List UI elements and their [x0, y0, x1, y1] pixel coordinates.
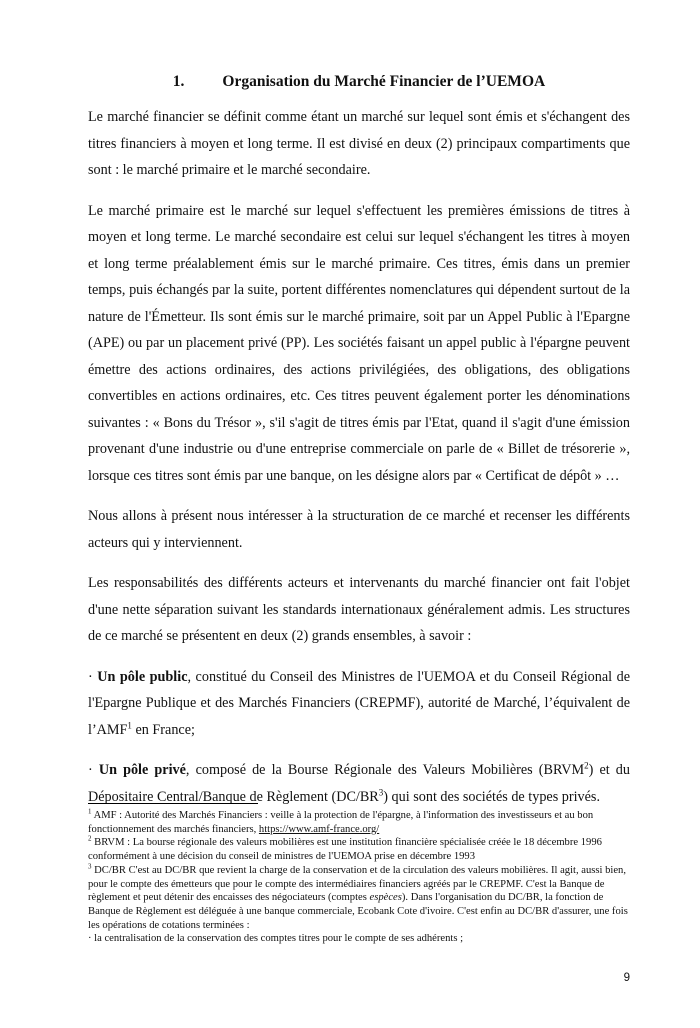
footnote-mark-1: 1 — [88, 807, 92, 816]
footnote-1-text: AMF : Autorité des Marchés Financiers : veille à la protection de l'épargne, à l'information des investisseurs et au bon fonctionnement des marchés financiers, — [88, 810, 594, 835]
bullet: · — [88, 668, 93, 685]
footnote-mark-2: 2 — [88, 834, 92, 843]
section-number: 1. — [172, 73, 185, 90]
public-pole-item — [88, 664, 630, 744]
footnote-ref-1[interactable]: 1 — [127, 719, 132, 730]
public-pole-tail: en France; — [131, 721, 195, 738]
footnote-ref-2[interactable]: 2 — [584, 760, 589, 771]
private-pole-text-b: ) et du Dépositaire Central/Banque de Règlement (DC/BR — [88, 762, 630, 805]
paragraph-responsibilities: Les responsabilités des différents acteurs et intervenants du marché financier ont fait l'objet d'une nette séparation suivant les standards internationaux généralement admis. Les structures de ce marché se présentent en deux (2) grands ensembles, à savoir : — [88, 575, 630, 644]
private-pole-label: Un pôle privé — [98, 762, 186, 778]
private-pole-text-c: ) qui sont des sociétés de types privés. — [383, 788, 600, 805]
section-title — [88, 73, 630, 91]
footnote-2 — [88, 836, 632, 863]
footnote-3-text-b: ). Dans l'organisation du DC/BR, la fonction de Banque de Règlement est déléguée à une banque commerciale, Ecobank Cote d'ivoire. C'est enfin au DC/BR d'assurer, une fois les opérations de cotations terminées : — [88, 892, 628, 931]
amf-link[interactable]: https://www.amf-france.org/ — [258, 823, 380, 835]
paragraph-definition: Le marché financier se définit comme étant un marché sur lequel sont émis et s'échangent des titres financiers à moyen et long terme. Il est divisé en deux (2) principaux compartiments que sont : le marché primaire et le marché secondaire. — [88, 109, 630, 178]
page-number: 9 — [623, 972, 630, 984]
footnote-3-italic: espèces — [369, 892, 402, 904]
bullet: · — [88, 762, 93, 778]
footnotes — [88, 809, 632, 946]
footnote-ref-3[interactable]: 3 — [378, 786, 384, 797]
footnote-3-item: · la centralisation de la conservation des comptes titres pour le compte de ses adhérents ; — [88, 933, 464, 945]
footnote-separator — [88, 803, 258, 804]
paragraph-primary-secondary-market: Le marché primaire est le marché sur lequel s'effectuent les premières émissions de titres à moyen et long terme. Le marché secondaire est celui sur lequel s'échangent les titres à moyen et long terme préalablement émis sur le marché primaire. Ces titres, émis dans un premier temps, puis échangés par la suite, portent différentes nomenclatures qui dépendent surtout de la nature de l'Émetteur. Ils sont émis sur le marché primaire, soit par un Appel Public à l'Epargne (APE) ou par un placement privé (PP). Les sociétés faisant un appel public à l'épargne peuvent émettre des actions ordinaires, des actions privilégiées, des obligations, des obligations convertibles en actions ordinaires, etc. Ces titres peuvent également porter les dénominations suivantes : « Bons du Trésor », s'il s'agit de titres émis par l'Etat, quand il s'agit d'une émission provenant d'une industrie ou d'une entreprise commerciale on parle de « Billet de trésorerie », lorsque ces titres sont émis par une banque, on les désigne alors par « Certificat de dépôt » … — [88, 202, 630, 484]
footnote-3-text-a: DC/BR C'est au DC/BR que revient la charge de la conservation et de la circulation des valeurs mobilières. Il agit, aussi bien, pour le compte des émetteurs que pour le compte des intermédiaires financiers agréés par le CREPMF. C'est la Banque de règlement et peut détenir des encaisses des négociateurs (comptes — [88, 864, 626, 904]
footnote-1 — [88, 809, 632, 836]
section-title-text: Organisation du Marché Financier de l’UEMOA — [222, 73, 546, 90]
body-text — [88, 104, 630, 824]
footnote-3 — [88, 864, 632, 933]
private-pole-text-a: , composé de la Bourse Régionale des Valeurs Mobilières (BRVM — [185, 762, 585, 778]
footnote-mark-3: 3 — [88, 862, 92, 871]
public-pole-label: Un pôle public — [97, 668, 188, 685]
public-pole-text: , constitué du Conseil des Ministres de l'UEMOA et du Conseil Régional de l'Epargne Publique et des Marchés Financiers (CREPMF), autorité de Marché, l’équivalent de l’AMF — [88, 668, 630, 738]
paragraph-structuring: Nous allons à présent nous intéresser à la structuration de ce marché et recenser les différents acteurs qui y interviennent. — [88, 508, 630, 551]
footnote-2-text: BRVM : La bourse régionale des valeurs mobilières est une institution financière spécialisée créée le 18 décembre 1996 conformément à une décision du conseil de ministres de l'UEMOA prise en décembre 1993 — [88, 837, 602, 863]
